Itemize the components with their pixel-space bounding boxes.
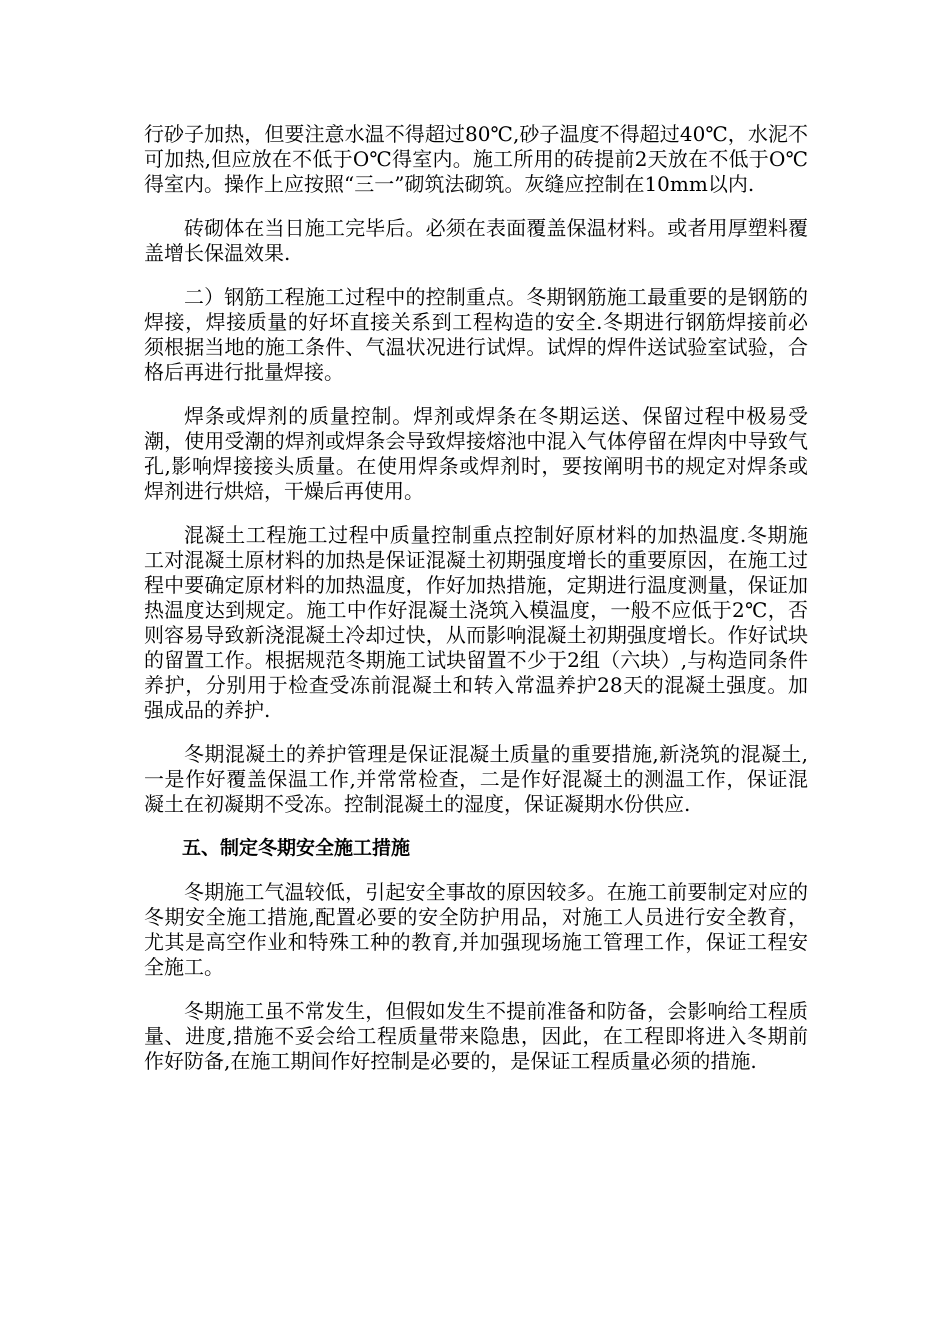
document-body <box>144 122 808 1093</box>
paragraph-concrete-heating: 混凝土工程施工过程中质量控制重点控制好原材料的加热温度.冬期施工对混凝土原材料的加热是保证混凝土初期强度增长的重要原因，在施工过程中要确定原材料的加热温度，作好加热措施，定期进行温度测量，保证加热温度达到规定。施工中作好混凝土浇筑入模温度，一般不应低于2℃，否则容易导致新浇混凝土冷却过快，从而影响混凝土初期强度增长。作好试块的留置工作。根据规范冬期施工试块留置不少于2组（六块）,与构造同条件养护，分别用于检查受冻前混凝土和转入常温养护28天的混凝土强度。加强成品的养护. <box>144 523 808 722</box>
paragraph-conclusion: 冬期施工虽不常发生，但假如发生不提前准备和防备，会影响给工程质量、进度,措施不妥会给工程质量带来隐患，因此，在工程即将进入冬期前作好防备,在施工期间作好控制是必要的，是保证工程质量必须的措施. <box>144 999 808 1073</box>
paragraph-continued-heating: 行砂子加热，但要注意水温不得超过80℃,砂子温度不得超过40℃，水泥不可加热,但应放在不低于O℃得室内。施工所用的砖提前2天放在不低于O℃得室内。操作上应按照“三一”砌筑法砌筑。灰缝应控制在10mm以内. <box>144 122 808 196</box>
paragraph-concrete-curing: 冬期混凝土的养护管理是保证混凝土质量的重要措施,新浇筑的混凝土,一是作好覆盖保温工作,并常常检查，二是作好混凝土的测温工作，保证混凝土在初凝期不受冻。控制混凝土的湿度，保证凝期水份供应. <box>144 742 808 816</box>
paragraph-electrode-flux-quality: 焊条或焊剂的质量控制。焊剂或焊条在冬期运送、保留过程中极易受潮，使用受潮的焊剂或焊条会导致焊接熔池中混入气体停留在焊肉中导致气孔,影响焊接接头质量。在使用焊条或焊剂时，要按阐明书的规定对焊条或焊剂进行烘焙，干燥后再使用。 <box>144 404 808 503</box>
paragraph-safety-measures: 冬期施工气温较低，引起安全事故的原因较多。在施工前要制定对应的冬期安全施工措施,配置必要的安全防护用品，对施工人员进行安全教育，尤其是高空作业和特殊工种的教育,并加强现场施工管理工作，保证工程安全施工。 <box>144 880 808 979</box>
paragraph-masonry-insulation: 砖砌体在当日施工完毕后。必须在表面覆盖保温材料。或者用厚塑料覆盖增长保温效果. <box>144 216 808 265</box>
section-heading-safety-measures: 五、制定冬期安全施工措施 <box>182 837 411 859</box>
paragraph-rebar-welding: 二）钢筋工程施工过程中的控制重点。冬期钢筋施工最重要的是钢筋的焊接，焊接质量的好坏直接关系到工程构造的安全.冬期进行钢筋焊接前必须根据当地的施工条件、气温状况进行试焊。试焊的焊件送试验室试验，合格后再进行批量焊接。 <box>144 285 808 384</box>
